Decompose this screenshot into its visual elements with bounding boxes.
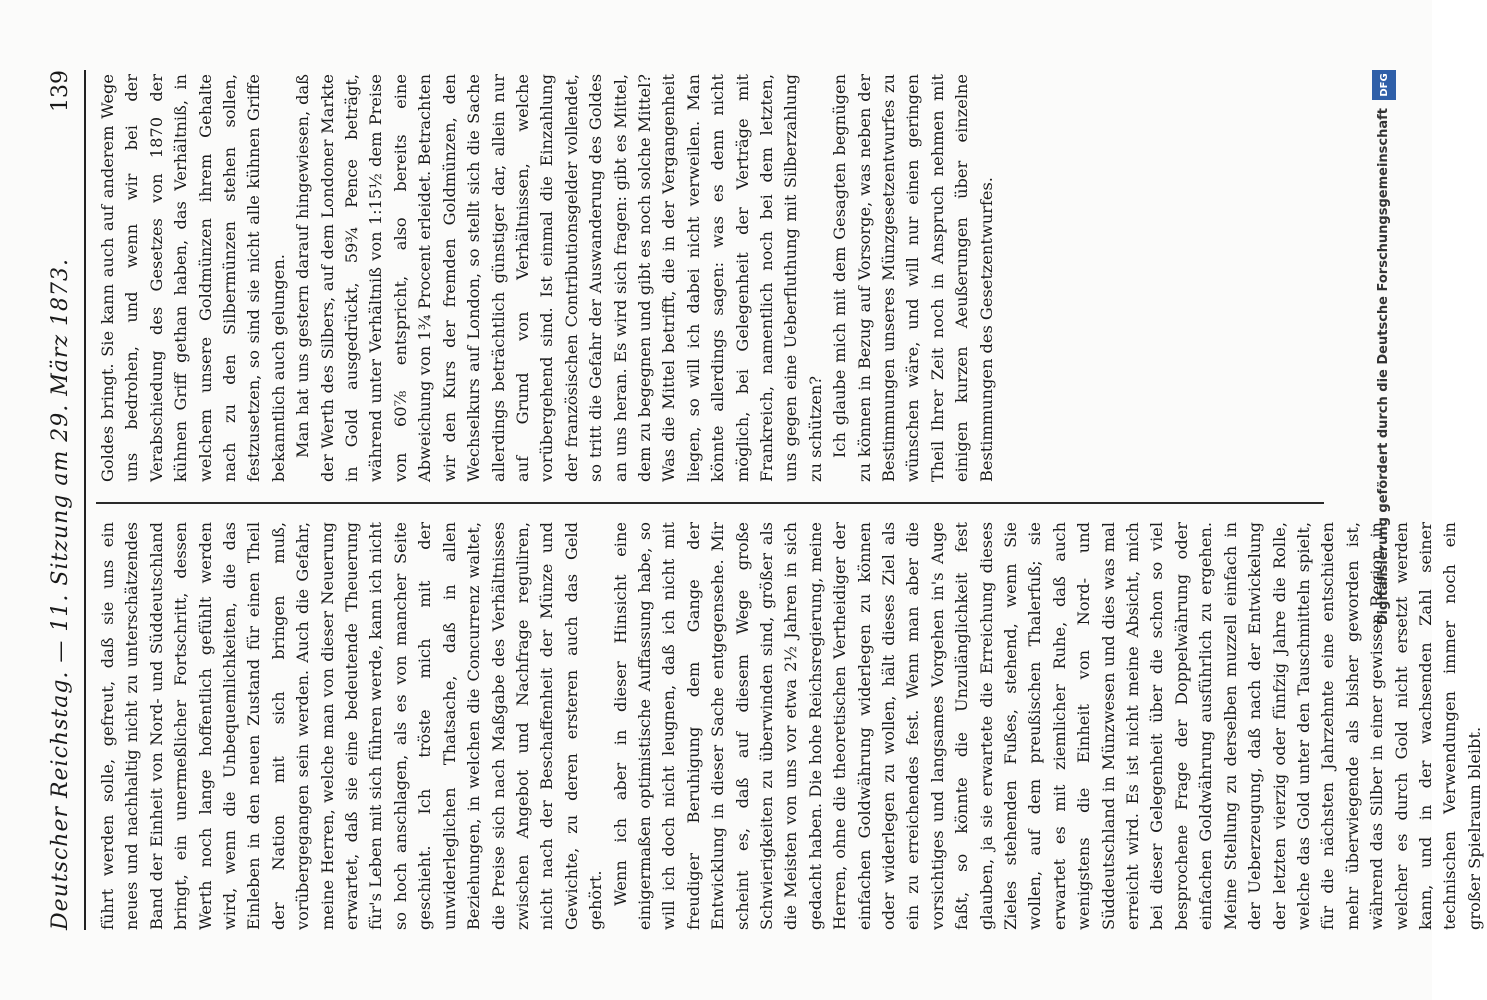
page-number: 139 [48, 70, 73, 112]
running-title: Deutscher Reichstag. — 11. Sitzung am 29. März 1873. [48, 257, 73, 930]
left-paragraph-2: Wenn ich aber in dieser Hinsicht eine einigermaßen optimistische Auffassung habe, so will ich doch nicht leugnen, daß ich nicht mit freudiger Beruhigung dem Gange der Entwicklung in dieser Sache entgegensehe. Mir scheint es, daß auf diesem Wege große Schwierigkeiten zu überwinden sind, größer als die Meisten von uns vor etwa 2½ Jahren in sich gedacht haben. Die hohe Reichsregierung, meine Herren, ohne die theoretischen Vertheidiger der einfachen Goldwährung widerlegen zu können oder widerlegen zu wollen, hält dieses Ziel als ein zu erreichendes fest. Wenn man aber die vorsichtiges und langsames Vorgehen in's Auge faßt, so könnte die Unzulänglichkeit fest glauben, ja sie erwartete die Erreichung dieses Zieles stehenden Fußes, stehend, wenn Sie wollen, auf dem preußischen Thalerfuß; sie erwartet es mit ziemlicher Ruhe, daß auch wenigstens die Einheit von Nord- und Süddeutschland in Münzwesen und dies was mal erreicht wird. Es ist nicht meine Absicht, mich bei dieser Gelegenheit über die schon so viel besprochene Frage der Doppelwährung oder einfachen Goldwährung ausführlich zu ergehen. Meine Stellung zu derselben muzzell einfach in der Ueberzeugung, daß nach der Entwickelung der letzten vierzig oder fünfzig Jahre die Rolle, welche das Gold unter den Tauschmitteln spielt, für die nächsten Jahrzehnte eine entschieden mehr überwiegende als bisher geworden ist, während das Silber in einer gewissen Region, in welcher es durch Gold nicht ersetzt werden kann, und in der wachsenden Zahl seiner technischen Verwendungen immer noch ein großer Spielraum bleibt. [610, 522, 1484, 930]
digitization-note: Digitalisierung gefördert durch die Deutsche Forschungsgemeinschaft [1376, 108, 1391, 626]
left-text-column [96, 522, 1484, 930]
right-paragraph-2: Man hat uns gestern darauf hingewiesen, daß der Werth des Silbers, auf dem Londoner Markte in Gold ausgedrückt, 59¾ Pence beträgt, während unter Verhältniß von 1:15½ dem Preise von 60⅞ entspricht, also bereits eine Abweichung von 1¾ Procent erleidet. Betrachten wir den Kurs der fremden Goldmünzen, den Wechselkurs auf London, so stellt sich die Sache allerdings beträchtlich günstiger dar, allein nur auf Grund von Verhältnissen, welche vorübergehend sind. Ist einmal die Einzahlung der französischen Contributionsgelder vollendet, so tritt die Gefahr der Auswanderung des Goldes an uns heran. Es wird sich fragen: gibt es Mittel, dem zu begegnen und gibt es noch solche Mittel? Was die Mittel betrifft, die in der Vergangenheit liegen, so will ich dabei nicht verweilen. Man könnte allerdings sagen: was es denn nicht möglich, bei Gelegenheit der Verträge mit Frankreich, namentlich noch bei dem letzten, uns gegen eine Ueberfluthung mit Silberzahlung zu schützen? [293, 74, 825, 482]
dfg-sidebar [1372, 70, 1400, 930]
column-divider [96, 502, 1324, 504]
page-header [40, 70, 86, 930]
right-paragraph-1: Goldes bringt. Sie kann auch auf anderem Wege uns bedrohen, und wenn wir bei der Verabschiedung des Gesetzes von 1870 der kühnen Griff gethan haben, das Verhältniß, in welchem unsere Goldmünzen ihrem Gehalte nach zu den Silbermünzen stehen sollen, festzusetzen, so sind sie nicht alle kühnen Griffe bekanntlich auch gelungen. [98, 74, 288, 482]
right-text-column [96, 74, 1336, 482]
left-paragraph-1: führt werden solle, gefreut, daß sie uns ein neues und nachhaltig nicht zu unterschätzendes Band der Einheit von Nord- und Süddeutschland bringt, ein unermeßlicher Fortschritt, dessen Werth noch lange hoffentlich gefühlt werden wird, wenn die Unbequemlichkeiten, die das Einleben in den neuen Zustand für einen Theil der Nation mit sich bringen muß, vorübergegangen sein werden. Auch die Gefahr, meine Herren, welche man von dieser Neuerung erwartet, daß sie eine bedeutende Theuerung für's Leben mit sich führen werde, kann ich nicht so hoch anschlagen, als es von mancher Seite geschieht. Ich tröste mich mit der unwiderleglichen Thatsache, daß in allen Beziehungen, in welchen die Concurrenz waltet, die Preise sich nach Maßgabe des Verhältnisses zwischen Angebot und Nachfrage reguliren, nicht nach der Beschaffenheit der Münze und Gewichte, zu deren ersteren auch das Geld gehört. [98, 522, 606, 930]
right-paragraph-3: Ich glaube mich mit dem Gesagten begnügen zu können in Bezug auf Vorsorge, was neben der Bestimmungen unseres Münzgesetzentwurfes zu wünschen wäre, und will nur einen geringen Theil Ihrer Zeit noch in Anspruch nehmen mit einigen kurzen Aeußerungen über einzelne Bestimmungen des Gesetzentwurfes. [830, 74, 996, 482]
dfg-logo-icon: DFG [1372, 70, 1396, 100]
